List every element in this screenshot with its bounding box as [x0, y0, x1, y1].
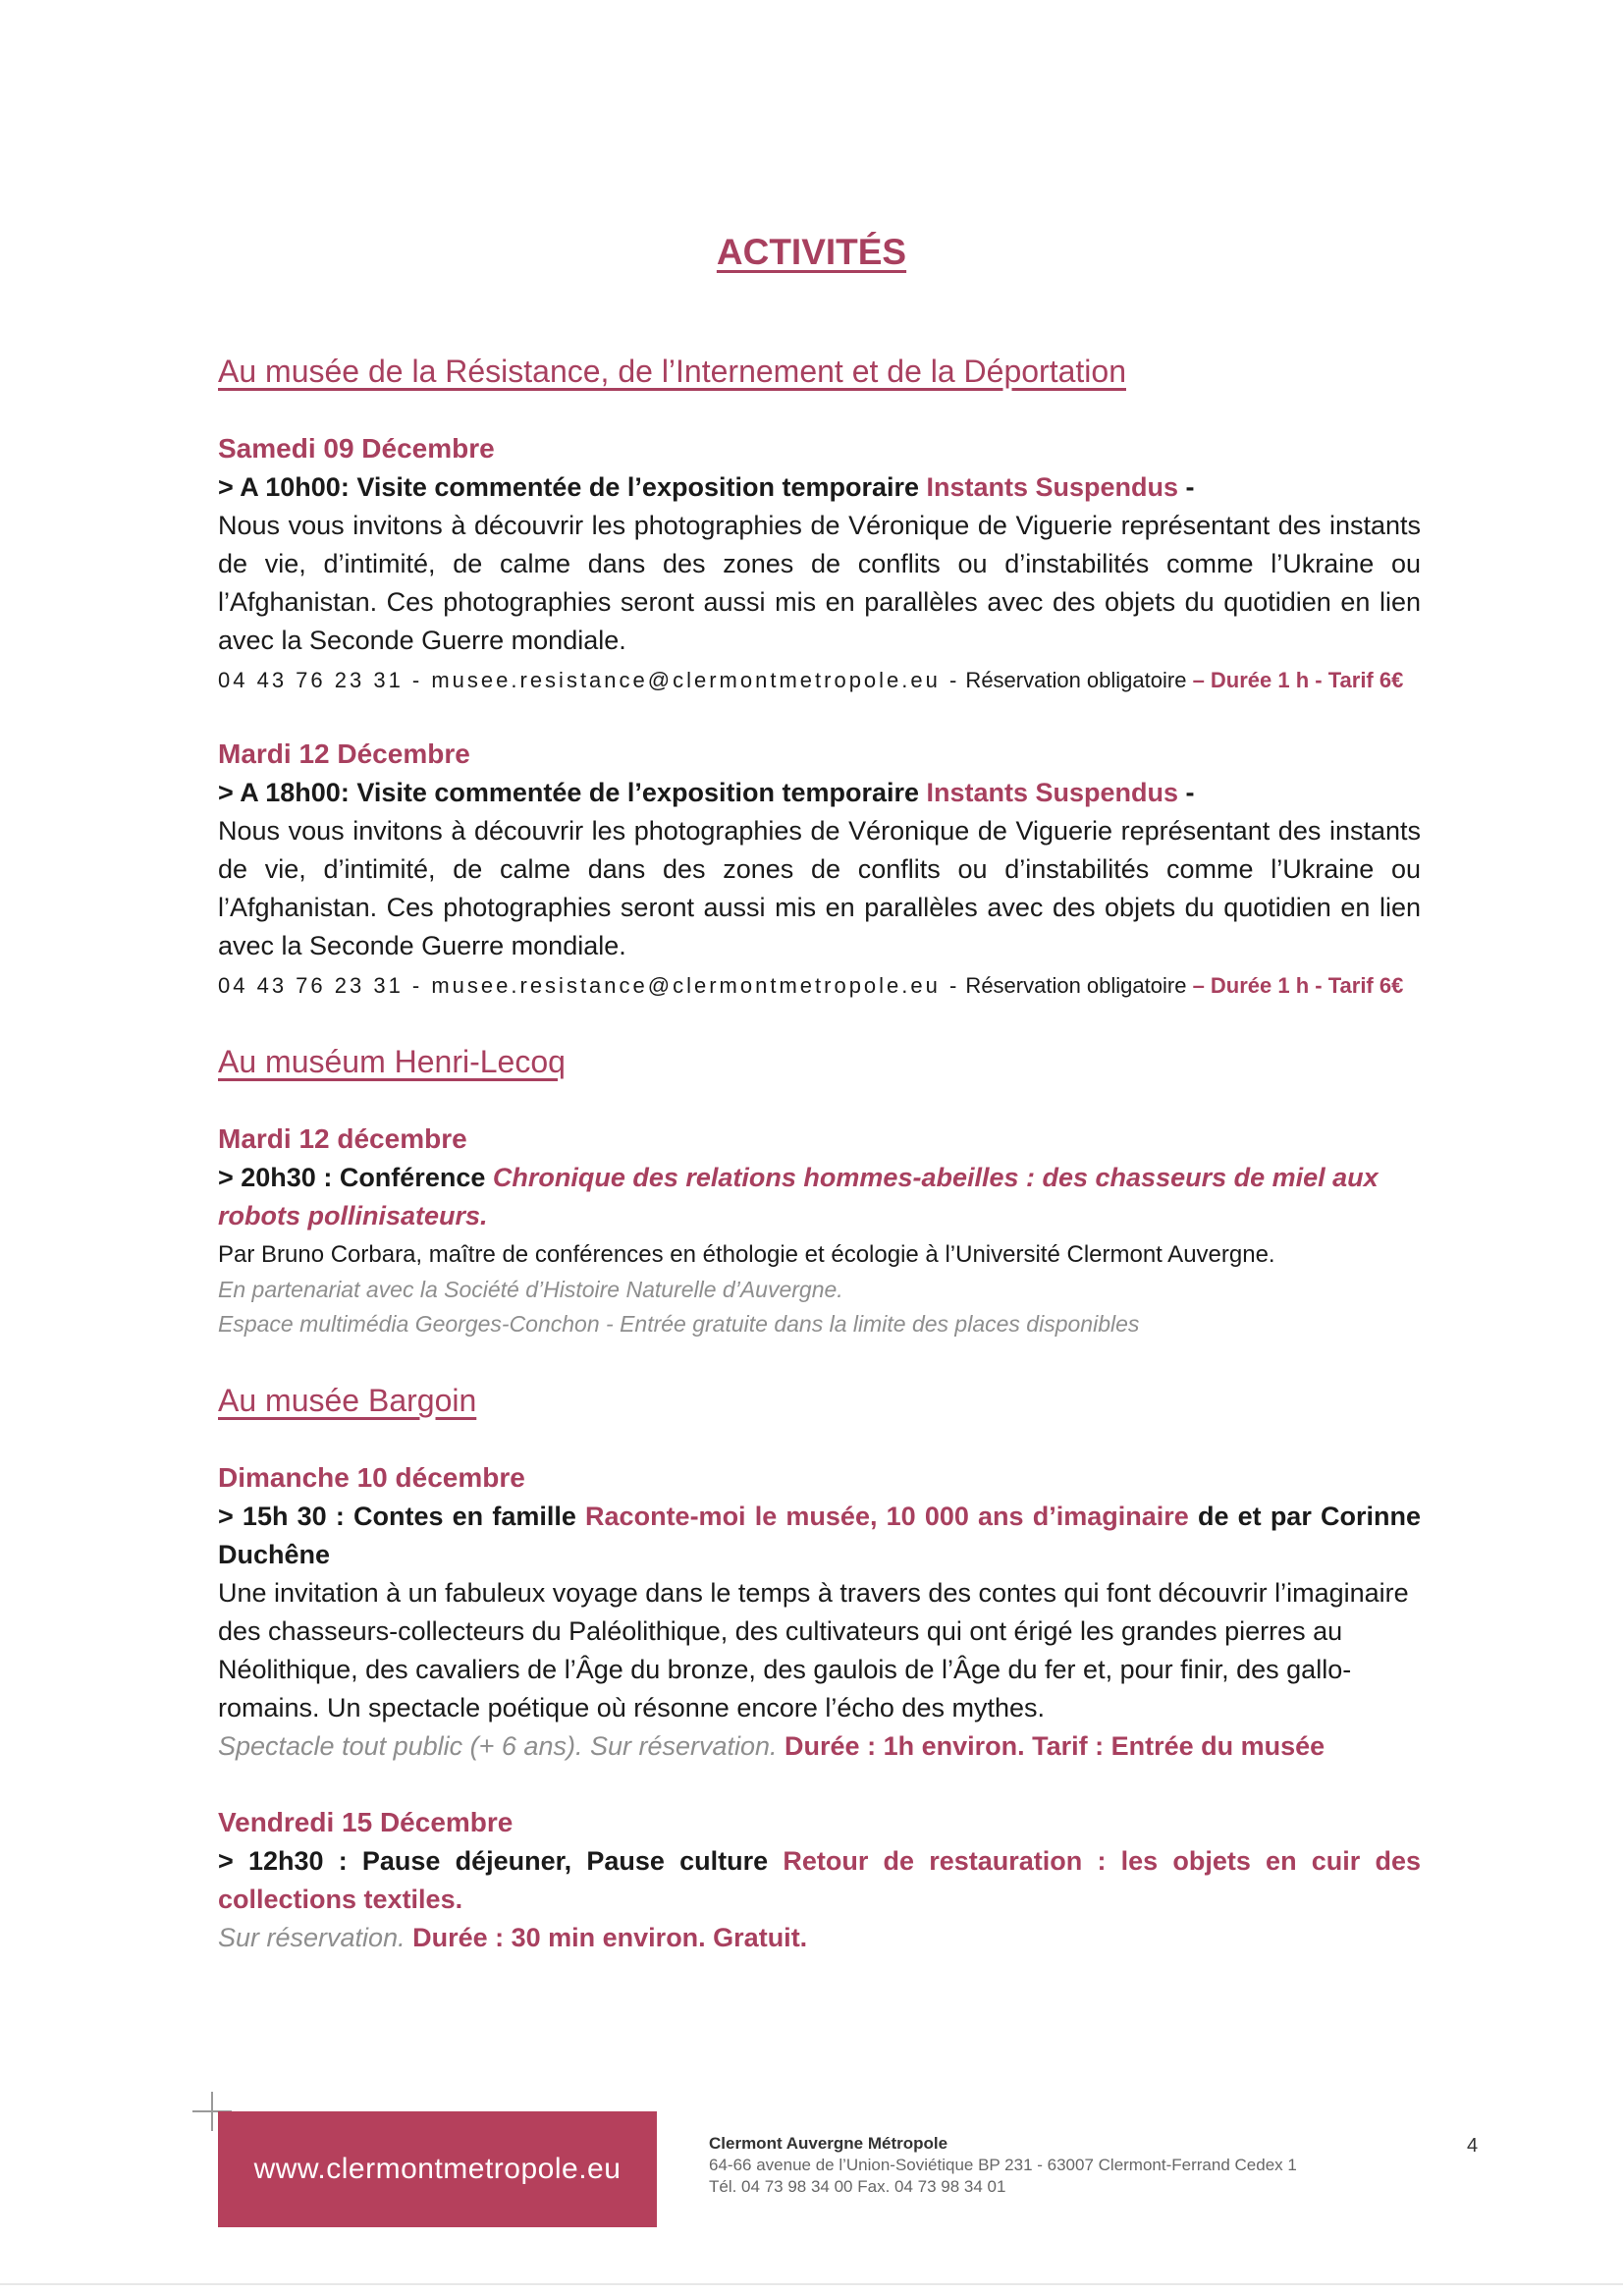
event-highlight: Instants Suspendus — [926, 472, 1179, 502]
event-highlight: Retour de restauration : les objets en cuir des collections textiles. — [218, 1846, 1421, 1914]
content — [218, 354, 1421, 1998]
event-date: Vendredi 15 Décembre — [218, 1807, 514, 1837]
event-note-line — [218, 1919, 1421, 1957]
event-description: Nous vous invitons à découvrir les photographies de Véronique de Viguerie représentant des instants de vie, d’intimité, de calme dans des zones de conflits ou d’instabilités comme l’Ukraine ou l’Afghanistan. Ces photographies seront aussi mis en parallèles avec des objets du quotidien en lien avec la Seconde Guerre mondiale. — [218, 816, 1421, 960]
footer-address: 64-66 avenue de l’Union-Soviétique BP 231 - 63007 Clermont-Ferrand Cedex 1 — [709, 2156, 1297, 2174]
contact-text: 04 43 76 23 31 - musee.resistance@clermontmetropole.eu - — [218, 668, 960, 692]
event-card — [218, 433, 1421, 697]
footer-org-name: Clermont Auvergne Métropole — [709, 2134, 948, 2153]
event-date: Mardi 12 Décembre — [218, 738, 470, 769]
event-contact — [218, 969, 1421, 1003]
page-title: ACTIVITÉS — [716, 232, 907, 272]
footer-url-band — [218, 2111, 657, 2227]
reservation-text: Réservation obligatoire — [959, 973, 1193, 998]
footer-org-info — [709, 2133, 1297, 2198]
reservation-text: Réservation obligatoire — [959, 668, 1193, 692]
event-info: Durée : 30 min environ. Gratuit. — [412, 1923, 808, 1952]
duration-text: – Durée 1 h - Tarif 6€ — [1192, 973, 1404, 998]
section-title-bargoin: Au musée Bargoin — [218, 1383, 477, 1418]
event-date: Dimanche 10 décembre — [218, 1462, 525, 1493]
event-card — [218, 738, 1421, 1003]
event-contact — [218, 664, 1421, 697]
event-venue: Espace multimédia Georges-Conchon - Entrée gratuite dans la limite des places disponibles — [218, 1311, 1140, 1337]
event-note: Sur réservation. — [218, 1923, 413, 1952]
event-card — [218, 1462, 1421, 1766]
event-suffix: - — [1178, 472, 1195, 502]
duration-text: – Durée 1 h - Tarif 6€ — [1192, 668, 1404, 692]
footer-phone: Tél. 04 73 98 34 00 Fax. 04 73 98 34 01 — [709, 2177, 1006, 2196]
footer-url[interactable]: www.clermontmetropole.eu — [253, 2153, 622, 2185]
event-description: Une invitation à un fabuleux voyage dans le temps à travers des contes qui font découvrir l’imaginaire des chasseurs-collecteurs du Paléolithique, des cultivateurs qui ont érigé les grandes pierres au Néolithique, des cavaliers de l’Âge du bronze, des gaulois de l’Âge du fer et, pour finir, des gallo-romains. Un spectacle poétique où résonne encore l’écho des mythes. — [218, 1578, 1409, 1722]
event-note: Spectacle tout public (+ 6 ans). Sur réservation. — [218, 1731, 785, 1761]
event-time: > A 18h00: Visite commentée de l’exposition temporaire — [218, 778, 927, 807]
event-speaker: Par Bruno Corbara, maître de conférences en éthologie et écologie à l’Université Clermont Auvergne. — [218, 1241, 1275, 1268]
event-time: > A 10h00: Visite commentée de l’exposition temporaire — [218, 472, 927, 502]
event-time: > 12h30 : Pause déjeuner, Pause culture — [218, 1846, 784, 1876]
event-highlight: Instants Suspendus — [926, 778, 1179, 807]
event-suffix: - — [1178, 778, 1195, 807]
bottom-rule — [0, 2283, 1623, 2285]
event-partner: En partenariat avec la Société d’Histoire Naturelle d’Auvergne. — [218, 1277, 843, 1302]
event-note-line — [218, 1727, 1421, 1766]
event-description: Nous vous invitons à découvrir les photographies de Véronique de Viguerie représentant des instants de vie, d’intimité, de calme dans des zones de conflits ou d’instabilités comme l’Ukraine ou l’Afghanistan. Ces photographies seront aussi mis en parallèles avec des objets du quotidien en lien avec la Seconde Guerre mondiale. — [218, 511, 1421, 655]
event-headline — [218, 1159, 1421, 1235]
event-headline — [218, 468, 1421, 507]
event-headline — [218, 1498, 1421, 1574]
event-headline — [218, 774, 1421, 812]
event-highlight: Chronique des relations hommes-abeilles : des chasseurs de miel aux robots pollinisateurs. — [218, 1163, 1379, 1230]
event-date: Mardi 12 décembre — [218, 1123, 467, 1154]
event-time: > 20h30 : Conférence — [218, 1163, 493, 1192]
event-time: > 15h 30 : Contes en famille — [218, 1502, 586, 1531]
event-suffix: de et par Corinne Duchêne — [218, 1502, 1421, 1569]
event-headline — [218, 1842, 1421, 1919]
event-card — [218, 1123, 1421, 1341]
event-date: Samedi 09 Décembre — [218, 433, 495, 464]
section-title-henri-lecoq: Au muséum Henri-Lecoq — [218, 1044, 566, 1079]
event-card — [218, 1807, 1421, 1957]
contact-text: 04 43 76 23 31 - musee.resistance@clermontmetropole.eu - — [218, 973, 960, 998]
section-title-resistance: Au musée de la Résistance, de l’Internement et de la Déportation — [218, 354, 1126, 389]
page-number: 4 — [1467, 2135, 1479, 2157]
event-highlight: Raconte-moi le musée, 10 000 ans d’imaginaire — [585, 1502, 1189, 1531]
event-info: Durée : 1h environ. Tarif : Entrée du musée — [784, 1731, 1325, 1761]
